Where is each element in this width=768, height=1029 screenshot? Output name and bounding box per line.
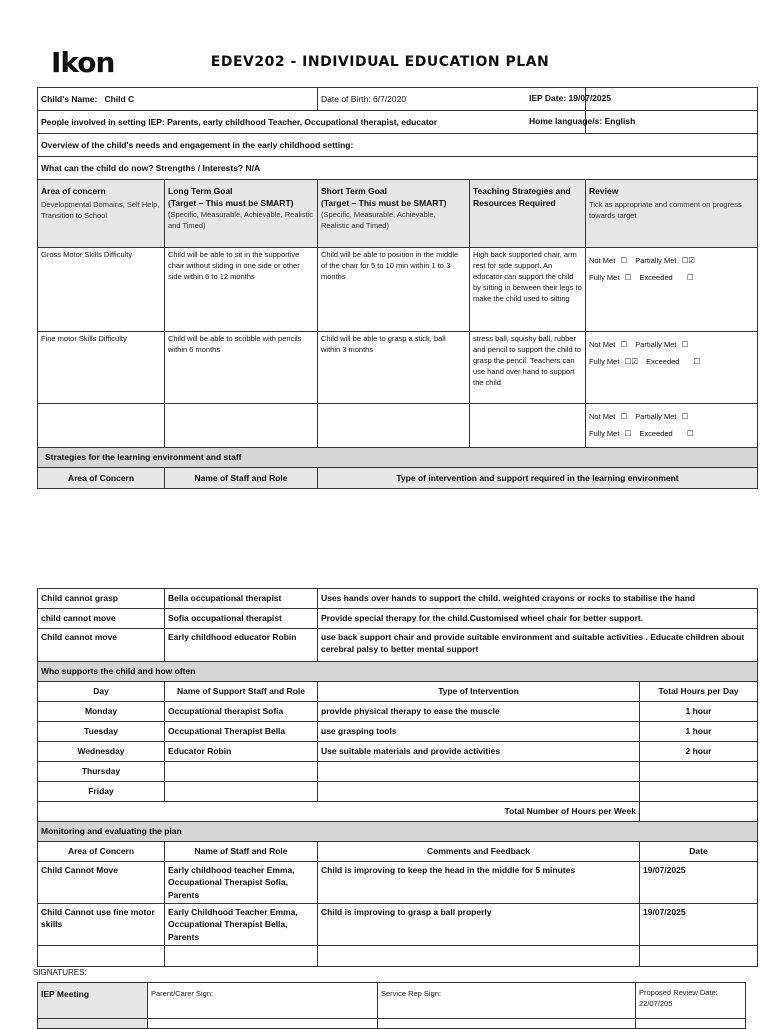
strengths-cell: What can the child do now? Strengths / Interests? N/A: [38, 157, 758, 180]
short-term-goal-header: [318, 180, 470, 248]
monitoring-row-1-comments: Child is improving to keep the head in the middle for 5 minutes: [318, 862, 640, 904]
service-rep-sign-field[interactable]: Service Rep Sign:: [378, 983, 636, 1019]
exceeded-checkbox[interactable]: ☐: [686, 272, 694, 282]
review-header-title: Review: [589, 186, 619, 196]
support-row-5-staff: [165, 782, 318, 802]
monitoring-col-staff: Name of Staff and Role: [165, 842, 318, 862]
area-of-concern-header: [38, 180, 165, 248]
monitoring-row-2-date: 19/07/2025: [640, 903, 758, 945]
monitoring-row-2-area: Child Cannot use fine motor skills: [38, 903, 165, 945]
review-date-value: 22/07/205: [639, 998, 673, 1008]
partially-met-checked[interactable]: ☑: [688, 256, 696, 265]
total-hours-label: Total Number of Hours per Week: [38, 802, 640, 822]
iep-date: [529, 93, 611, 103]
long-term-goal-header: [165, 180, 318, 248]
not-met-checkbox[interactable]: ☐: [620, 340, 628, 349]
supports-col-hours: Total Hours per Day: [640, 682, 758, 702]
not-met-label: Not Met: [589, 340, 616, 349]
iep-date-label: IEP Date:: [529, 93, 567, 103]
fully-met-label: Fully Met: [589, 356, 620, 366]
exceeded-checkbox[interactable]: ☐: [686, 428, 694, 438]
child-name-value: Child C: [104, 93, 135, 104]
support-row-3-hours: 2 hour: [640, 742, 758, 762]
strategy-row-1-area: Child cannot grasp: [38, 589, 165, 609]
teaching-strategies-header: [470, 180, 586, 248]
strategies-section-title: Strategies for the learning environment and staff: [38, 448, 758, 468]
monitoring-row-3-area: [38, 945, 165, 966]
dob-value: 6/7/2020: [372, 93, 407, 104]
monitoring-col-comments: Comments and Feedback: [318, 842, 640, 862]
people-label: People involved in setting IEP:: [41, 116, 165, 127]
goal-row-2-short: Child will be able to grasp a stick, ball within 3 months: [318, 332, 470, 404]
goal-row-1-review: [586, 248, 758, 332]
monitoring-row-3-date: [640, 945, 758, 966]
long-header-target: (Target – This must be SMART): [168, 198, 294, 209]
exceeded-label: Exceeded: [639, 428, 673, 438]
partially-met-checkbox[interactable]: ☐: [681, 256, 689, 265]
home-language-value: English: [604, 116, 636, 126]
goal-row-1-teaching: High back supported chair, arm rest for side support. An educator can support the child by sitting in between their legs to make the child used to sitting: [470, 248, 586, 332]
partially-met-checkbox[interactable]: ☐: [681, 340, 689, 349]
fully-met-label: Fully Met: [589, 428, 620, 438]
support-row-3-staff: Educator Robin: [165, 742, 318, 762]
long-header-sub: (Specific, Measurable, Achievable, Realistic and Timed): [168, 209, 314, 230]
goal-row-1-short: Child will be able to position in the middle of the chair for 5 to 10 min within 1 to 3 months: [318, 248, 470, 332]
monitoring-col-area: Area of Concern: [38, 842, 165, 862]
support-row-5-hours: [640, 782, 758, 802]
support-row-1-type: provide physical therapy to ease the muscle: [318, 702, 640, 722]
not-met-checkbox[interactable]: ☐: [620, 412, 628, 421]
goal-row-3-long: [165, 404, 318, 448]
strategy-row-1-staff: Bella occupational therapist: [165, 589, 318, 609]
support-row-2-type: use grasping tools: [318, 722, 640, 742]
support-row-1-day: Monday: [38, 702, 165, 722]
monitoring-row-2-comments: Child is improving to grasp a ball properly: [318, 903, 640, 945]
signatures-table: [37, 982, 746, 1029]
not-met-checkbox[interactable]: ☐: [620, 256, 628, 265]
supports-col-staff: Name of Support Staff and Role: [165, 682, 318, 702]
monitoring-row-2-staff: Early Childhood Teacher Emma, Occupational Therapist Bella, Parents: [165, 903, 318, 945]
fully-met-label: Fully Met: [589, 272, 620, 282]
exceeded-checkbox[interactable]: ☐: [693, 356, 701, 366]
support-row-3-type: Use suitable materials and provide activities: [318, 742, 640, 762]
supports-col-type: Type of Intervention: [318, 682, 640, 702]
strategy-row-3-staff: Early childhood educator Robin: [165, 629, 318, 662]
area-header-sub: Developmental Domains, Self Help, Transition to School: [41, 200, 160, 221]
ikon-logo: [51, 46, 131, 82]
strategies-col-staff: Name of Staff and Role: [165, 468, 318, 489]
short-header-sub: (Specific, Measurable, Achievable, Realistic and Timed): [321, 209, 436, 230]
fully-met-checkbox[interactable]: ☐: [624, 272, 632, 282]
strategy-row-3-type: use back support chair and provide suitable environment and suitable activities . Educate children about cerebral palsy to better mental support: [318, 629, 758, 662]
partially-met-label: Partially Met: [635, 256, 677, 265]
fully-met-checkbox[interactable]: ☐: [624, 356, 632, 366]
teaching-header-title: Teaching Strategies and Resources Required: [473, 186, 571, 209]
strategy-row-2-staff: Sofia occupational therapist: [165, 609, 318, 629]
support-row-4-day: Thursday: [38, 762, 165, 782]
signatures-label: SIGNATURES:: [33, 968, 87, 977]
goal-row-3-short: [318, 404, 470, 448]
support-row-3-day: Wednesday: [38, 742, 165, 762]
goal-row-2-long: Child will be able to scribble with pencils within 6 months: [165, 332, 318, 404]
goal-row-2-review: [586, 332, 758, 404]
support-row-4-staff: [165, 762, 318, 782]
review-header: [586, 180, 758, 248]
area-header-title: Area of concern: [41, 186, 106, 196]
strategy-row-1-type: Uses hands over hands to support the child. weighted crayons or rocks to stabilise the hand: [318, 589, 758, 609]
page-title: EDEV202 - INDIVIDUAL EDUCATION PLAN: [210, 54, 550, 70]
partially-met-label: Partially Met: [635, 340, 677, 349]
fully-met-checkbox[interactable]: ☐: [624, 428, 632, 438]
people-involved-cell: [38, 111, 586, 134]
support-row-4-type: [318, 762, 640, 782]
child-name-label: Child's Name:: [41, 93, 98, 104]
overview-cell: Overview of the child's needs and engagement in the early childhood setting:: [38, 134, 758, 157]
goal-row-1-long: Child will be able to sit in the supportive chair without sliding in one side or other side within 6 to 12 months: [165, 248, 318, 332]
review-header-sub: Tick as appropriate and comment on progress towards target: [589, 200, 742, 221]
goal-row-3-teaching: [470, 404, 586, 448]
partially-met-label: Partially Met: [635, 412, 677, 421]
support-row-2-hours: 1 hour: [640, 722, 758, 742]
monitoring-row-3-comments: [318, 945, 640, 966]
review-date-cell: [636, 983, 746, 1019]
logo-text: Ikon: [51, 46, 115, 79]
goal-row-1-area: Gross Motor Skills Difficulty: [38, 248, 165, 332]
home-language-label: Home language/s:: [529, 116, 603, 126]
dob-label: Date of Birth:: [321, 93, 371, 104]
child-name-cell: [38, 88, 318, 111]
monitoring-row-3-staff: [165, 945, 318, 966]
support-row-5-day: Friday: [38, 782, 165, 802]
exceeded-label: Exceeded: [639, 272, 673, 282]
iep-date-cell: [586, 88, 758, 111]
fully-met-checked[interactable]: ☑: [631, 356, 638, 366]
iep-date-value: 19/07/2025: [568, 93, 612, 103]
short-header-target: (Target – This must be SMART): [321, 198, 447, 209]
support-row-1-staff: Occupational therapist Sofia: [165, 702, 318, 722]
goal-row-2-teaching: stress ball, squishy ball, rubber and pencil to support the child to grasp the pencil. Teachers can use hand over hand to support the child: [470, 332, 586, 404]
home-language: [529, 116, 635, 126]
partially-met-checkbox[interactable]: ☐: [681, 412, 689, 421]
strategies-col-type: Type of intervention and support required in the learning environment: [318, 468, 758, 489]
people-value: Parents, early childhood Teacher, Occupational therapist, educator: [167, 116, 438, 127]
monitoring-col-date: Date: [640, 842, 758, 862]
monitoring-row-1-area: Child Cannot Move: [38, 862, 165, 904]
long-header-title: Long Term Goal: [168, 186, 233, 196]
strategy-row-2-type: Provide special therapy for the child.Customised wheel chair for better support.: [318, 609, 758, 629]
exceeded-label: Exceeded: [646, 356, 680, 366]
monitoring-row-1-staff: Early childhood teacher Emma, Occupational Therapist Sofia, Parents: [165, 862, 318, 904]
strategies-col-area: Area of Concern: [38, 468, 165, 489]
not-met-label: Not Met: [589, 412, 616, 421]
goal-row-3-area: [38, 404, 165, 448]
strategy-row-3-area: Child cannot move: [38, 629, 165, 662]
review-date-label: Proposed Review Date:: [639, 988, 718, 997]
support-row-2-day: Tuesday: [38, 722, 165, 742]
monitoring-section-title: Monitoring and evaluating the plan: [38, 822, 758, 842]
iep-info-table: [37, 87, 758, 489]
support-row-2-staff: Occupational Therapist Bella: [165, 722, 318, 742]
support-row-5-type: [318, 782, 640, 802]
supports-section-title: Who supports the child and how often: [38, 662, 758, 682]
goal-row-2-area: Fine motor Skills Difficulty: [38, 332, 165, 404]
supports-col-day: Day: [38, 682, 165, 702]
strategy-row-2-area: child cannot move: [38, 609, 165, 629]
not-met-label: Not Met: [589, 256, 616, 265]
monitoring-row-1-date: 19/07/2025: [640, 862, 758, 904]
strategies-supports-table: [37, 588, 758, 967]
support-row-1-hours: 1 hour: [640, 702, 758, 722]
support-row-4-hours: [640, 762, 758, 782]
iep-meeting-label: IEP Meeting: [38, 983, 148, 1019]
total-hours-value: [640, 802, 758, 822]
short-header-title: Short Term Goal: [321, 186, 387, 196]
parent-sign-field[interactable]: Parent/Carer Sign:: [148, 983, 378, 1019]
goal-row-3-review: [586, 404, 758, 448]
